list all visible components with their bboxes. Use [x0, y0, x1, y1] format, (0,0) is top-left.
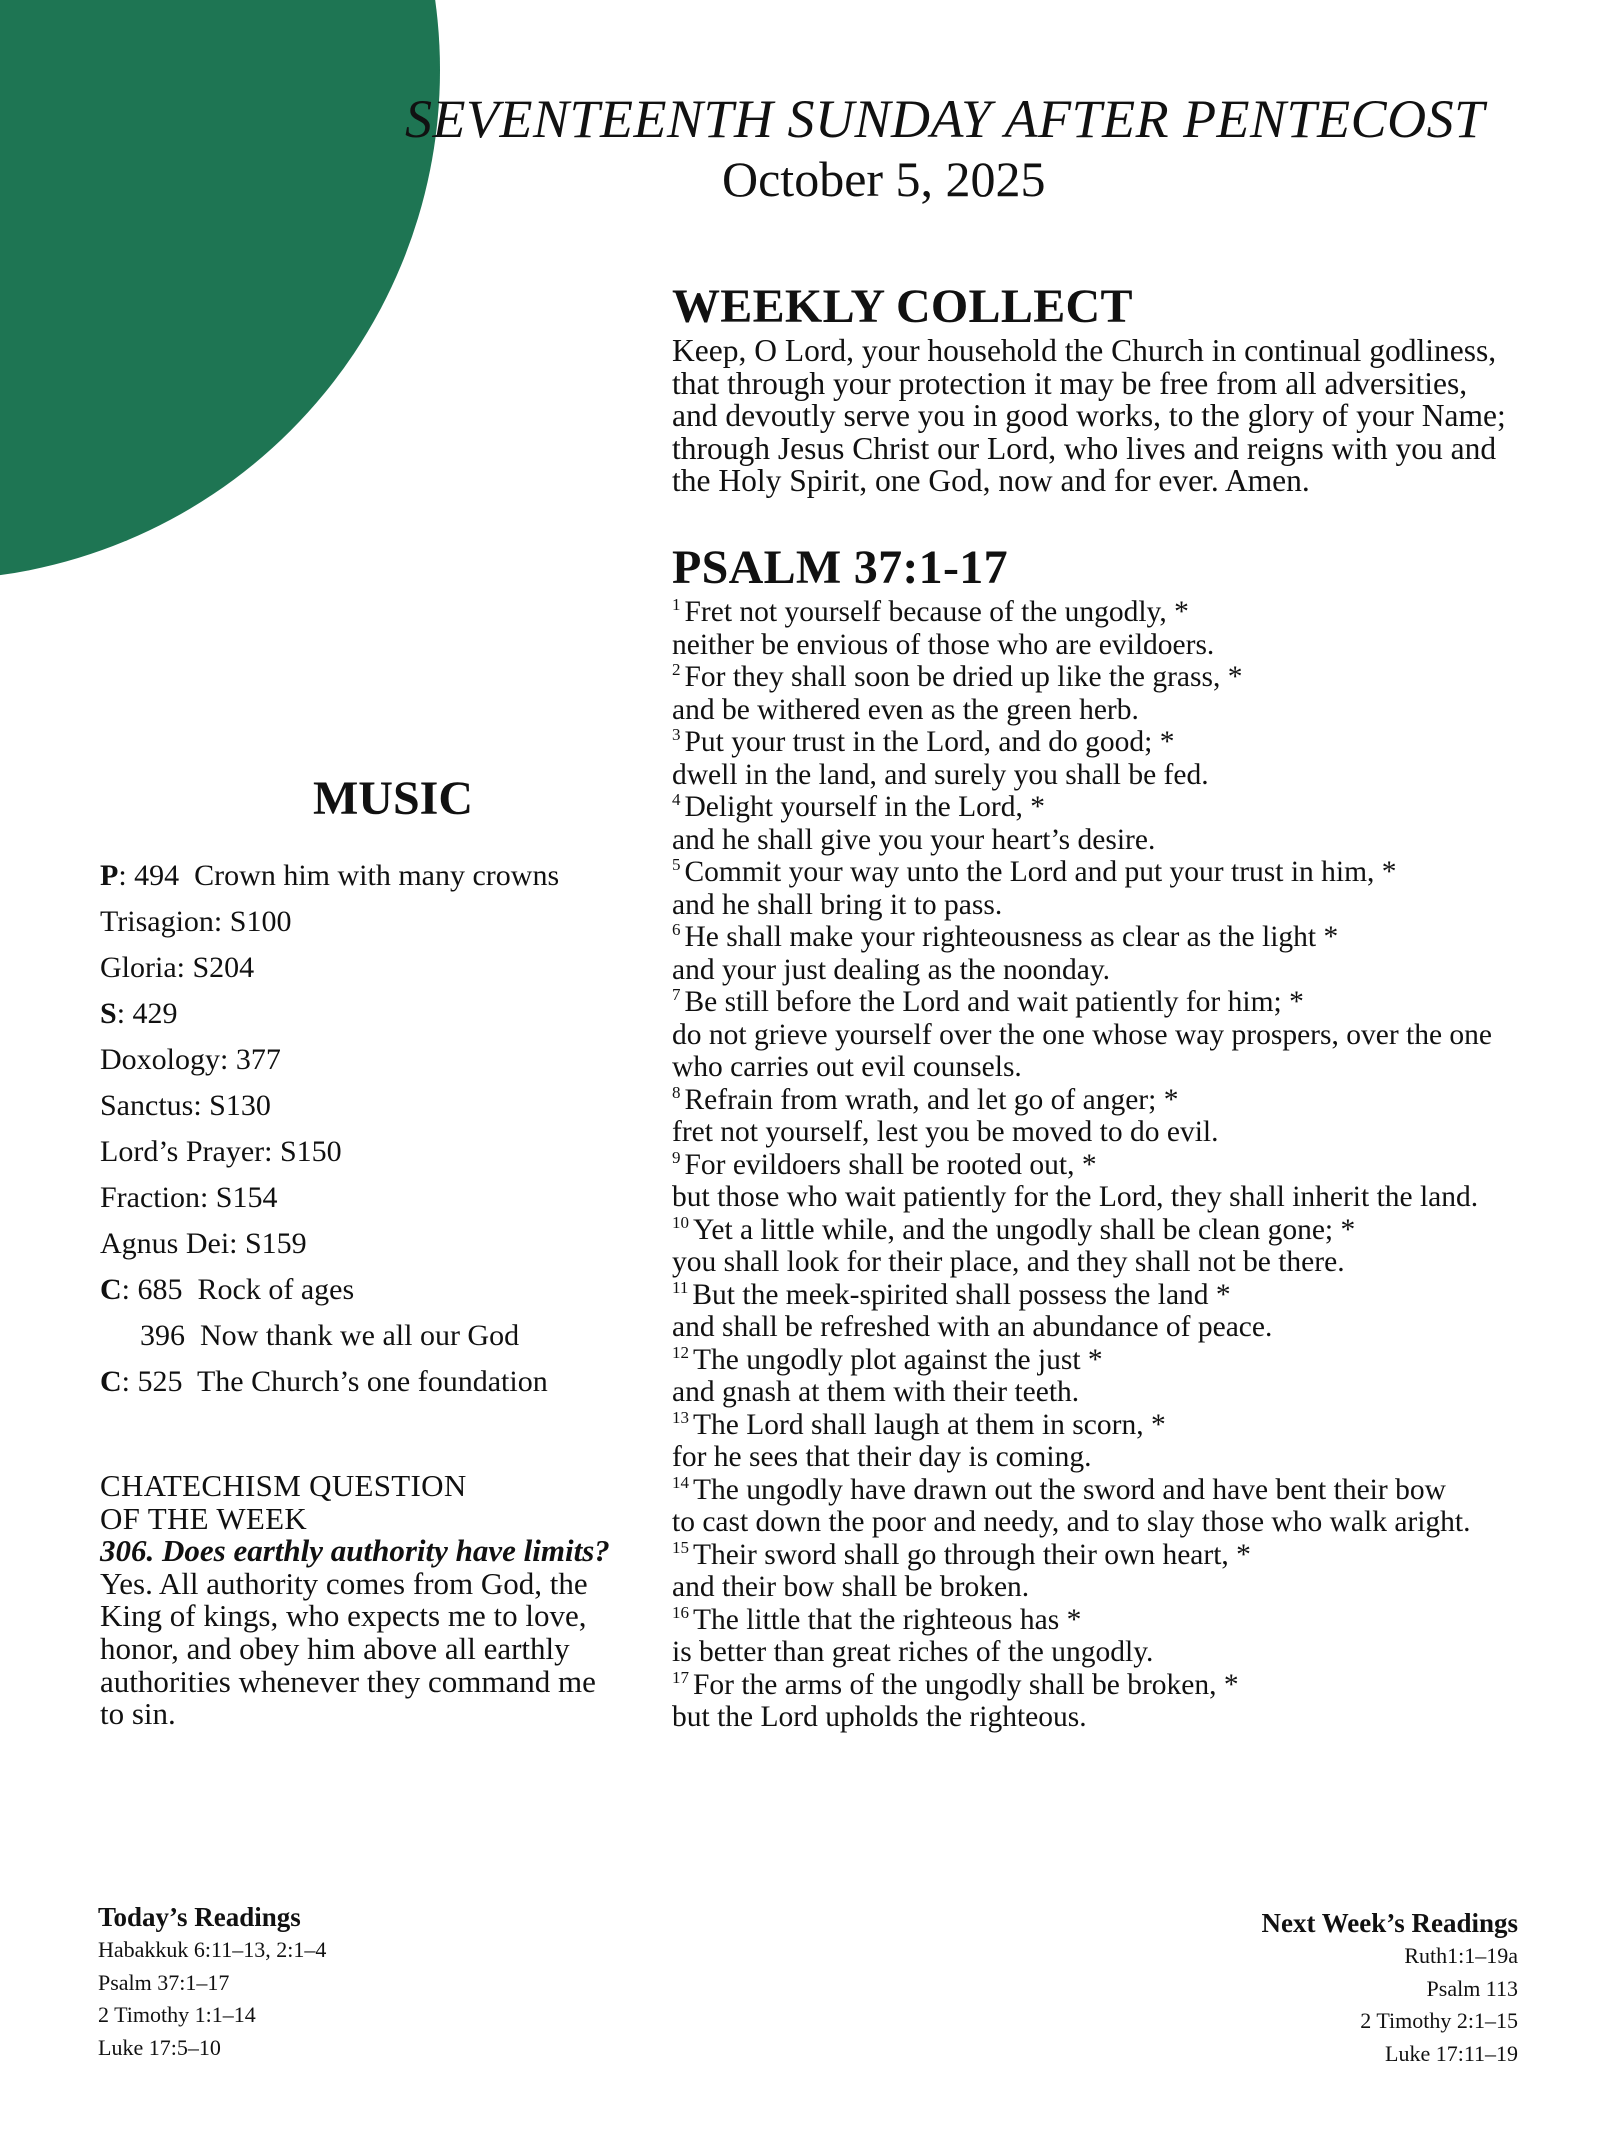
music-item	[100, 945, 620, 991]
psalm-section	[672, 541, 1532, 1734]
music-item-text: 396 Now thank we all our God	[140, 1319, 520, 1352]
psalm-verse-response: and be withered even as the green herb.	[672, 693, 1139, 726]
psalm-verse-response: and he shall give you your heart’s desire.	[672, 823, 1156, 856]
verse-number: 12	[672, 1342, 689, 1362]
music-item	[100, 1359, 620, 1405]
verse-text: Commit your way unto the Lord and put your trust in him, *	[684, 856, 1397, 888]
collect-body	[672, 335, 1532, 498]
music-item	[100, 1175, 620, 1221]
music-item	[100, 1313, 620, 1359]
psalm-verse-line	[672, 1344, 1532, 1377]
music-heading: MUSIC	[312, 772, 473, 825]
psalm-verse-line	[672, 661, 1532, 694]
music-item-text: : 494 Crown him with many crowns	[118, 859, 560, 892]
psalm-verse-line	[672, 986, 1532, 1019]
reading-item: Psalm 113	[1426, 1975, 1518, 2001]
reading-item: Psalm 37:1–17	[98, 1969, 230, 1995]
verse-text: Put your trust in the Lord, and do good; *	[684, 726, 1175, 758]
music-item-text: Sanctus: S130	[100, 1089, 271, 1122]
psalm-verse-response: and your just dealing as the noonday.	[672, 953, 1111, 986]
verse-text: Be still before the Lord and wait patiently for him; *	[684, 986, 1304, 1018]
verse-number: 1	[672, 595, 681, 615]
psalm-verse-line	[672, 791, 1532, 824]
psalm-verse-response: do not grieve yourself over the one whose way prospers, over the one who carries out evil counsels.	[672, 1018, 1493, 1083]
psalm-verse-response: and shall be refreshed with an abundance of peace.	[672, 1311, 1273, 1343]
verse-number: 10	[672, 1212, 689, 1232]
verse-text: Refrain from wrath, and let go of anger; *	[684, 1083, 1179, 1116]
psalm-verse-response: and their bow shall be broken.	[672, 1571, 1030, 1603]
music-item-text: Trisagion: S100	[100, 905, 292, 938]
collect-line: through Jesus Christ our Lord, who lives and reigns with you and	[672, 430, 1497, 466]
todays-readings	[98, 1900, 498, 2064]
music-item-text: : 525 The Church’s one foundation	[121, 1365, 548, 1398]
music-item	[100, 853, 620, 899]
verse-number: 17	[672, 1667, 689, 1687]
page-date: October 5, 2025	[722, 151, 1046, 207]
verse-number: 15	[672, 1537, 689, 1557]
reading-item: Ruth1:1–19a	[1404, 1943, 1518, 1968]
verse-number: 9	[672, 1147, 681, 1167]
verse-number: 3	[672, 725, 681, 745]
collect-line: that through your protection it may be free from all adversities,	[672, 365, 1468, 401]
music-item-text: : 429	[116, 997, 178, 1030]
psalm-verse-response: is better than great riches of the ungodly.	[672, 1636, 1154, 1668]
psalm-verse-response: and he shall bring it to pass.	[672, 888, 1003, 921]
psalm-verse-response: and gnash at them with their teeth.	[672, 1376, 1080, 1408]
music-list	[100, 853, 620, 1405]
verse-number: 14	[672, 1472, 689, 1492]
verse-text: The ungodly plot against the just *	[693, 1343, 1103, 1376]
collect-line: the Holy Spirit, one God, now and for ever. Amen.	[672, 463, 1310, 499]
psalm-verse-line	[672, 1669, 1532, 1702]
verse-number: 6	[672, 920, 681, 940]
verse-number: 4	[672, 790, 681, 810]
psalm-verse-line	[672, 726, 1532, 759]
music-item-label: C	[100, 1365, 122, 1398]
verse-text: Yet a little while, and the ungodly shall be clean gone; *	[693, 1213, 1356, 1246]
psalm-verse-response: but the Lord upholds the righteous.	[672, 1701, 1087, 1733]
decorative-green-circle	[0, 0, 440, 580]
psalm-heading: PSALM 37:1-17	[672, 541, 1008, 594]
psalm-verse-line	[672, 1604, 1532, 1637]
music-item	[100, 1129, 620, 1175]
reading-item: 2 Timothy 1:1–14	[98, 2002, 256, 2027]
verse-number: 13	[672, 1407, 689, 1427]
catechism-question: 306. Does earthly authority have limits?	[100, 1533, 610, 1569]
music-item-text: Lord’s Prayer: S150	[100, 1135, 342, 1168]
verse-text: Delight yourself in the Lord, *	[684, 791, 1045, 823]
verse-text: But the meek-spirited shall possess the land *	[692, 1278, 1231, 1311]
psalm-verse-line	[672, 1539, 1532, 1572]
music-item-label: S	[100, 997, 117, 1030]
psalm-verse-line	[672, 596, 1532, 629]
psalm-verse-line	[672, 1149, 1532, 1182]
verse-text: He shall make your righteousness as clear as the light *	[684, 921, 1339, 953]
music-item-text: Gloria: S204	[100, 951, 255, 984]
psalm-verse-line	[672, 856, 1532, 889]
music-item	[100, 899, 620, 945]
reading-item: Luke 17:5–10	[98, 2034, 221, 2060]
verse-text: For they shall soon be dried up like the grass, *	[684, 661, 1243, 693]
psalm-verse-line	[672, 1409, 1532, 1442]
music-item-label: C	[100, 1273, 122, 1306]
music-item	[100, 1267, 620, 1313]
catechism-heading: CHATECHISM QUESTION	[100, 1468, 467, 1503]
psalm-verse-line	[672, 1474, 1532, 1507]
verse-number: 11	[672, 1277, 689, 1297]
collect-heading: WEEKLY COLLECT	[672, 280, 1133, 333]
verse-text: Fret not yourself because of the ungodly, *	[684, 596, 1189, 628]
music-item	[100, 991, 620, 1037]
music-item-text: Fraction: S154	[100, 1181, 278, 1214]
psalm-verses	[672, 596, 1532, 1734]
psalm-verse-response: for he sees that their day is coming.	[672, 1441, 1092, 1473]
verse-number: 16	[672, 1602, 689, 1622]
music-item-text: Agnus Dei: S159	[100, 1227, 307, 1260]
verse-number: 2	[672, 660, 681, 680]
next-weeks-readings	[1118, 1906, 1518, 2070]
reading-item: 2 Timothy 2:1–15	[1360, 2008, 1518, 2033]
psalm-verse-line	[672, 1214, 1532, 1247]
verse-number: 7	[672, 985, 681, 1005]
todays-readings-heading: Today’s Readings	[98, 1902, 301, 1932]
collect-line: and devoutly serve you in good works, to the glory of your Name;	[672, 398, 1506, 434]
music-section	[100, 772, 620, 1405]
verse-text: The Lord shall laugh at them in scorn, *	[693, 1408, 1166, 1441]
catechism-section	[100, 1470, 620, 1731]
verse-text: The ungodly have drawn out the sword and have bent their bow	[693, 1473, 1446, 1506]
psalm-verse-line	[672, 1279, 1532, 1312]
music-item-text: : 685 Rock of ages	[121, 1273, 355, 1306]
psalm-verse-response: dwell in the land, and surely you shall be fed.	[672, 758, 1209, 791]
psalm-verse-line	[672, 1084, 1532, 1117]
psalm-verse-response: fret not yourself, lest you be moved to do evil.	[672, 1116, 1219, 1148]
verse-text: Their sword shall go through their own heart, *	[693, 1538, 1251, 1571]
psalm-verse-response: you shall look for their place, and they shall not be there.	[672, 1246, 1345, 1278]
verse-text: The little that the righteous has *	[693, 1603, 1082, 1636]
psalm-verse-line	[672, 921, 1532, 954]
next-readings-heading: Next Week’s Readings	[1261, 1908, 1518, 1938]
reading-item: Habakkuk 6:11–13, 2:1–4	[98, 1937, 327, 1962]
music-item	[100, 1037, 620, 1083]
psalm-verse-response: to cast down the poor and needy, and to slay those who walk aright.	[672, 1506, 1471, 1538]
verse-number: 8	[672, 1082, 681, 1102]
music-item-text: Doxology: 377	[100, 1043, 281, 1076]
reading-item: Luke 17:11–19	[1385, 2040, 1518, 2066]
catechism-answer: Yes. All authority comes from God, the King of kings, who expects me to love, honor, and obey him above all earthly authorities whenever they command me to sin.	[100, 1565, 596, 1732]
music-item-label: P	[100, 859, 119, 892]
verse-text: For the arms of the ungodly shall be broken, *	[693, 1668, 1239, 1701]
page-title: SEVENTEENTH SUNDAY AFTER PENTECOST	[405, 89, 1485, 149]
verse-text: For evildoers shall be rooted out, *	[684, 1148, 1097, 1181]
psalm-verse-response: but those who wait patiently for the Lord, they shall inherit the land.	[672, 1181, 1479, 1213]
collect-line: Keep, O Lord, your household the Church in continual godliness,	[672, 333, 1497, 368]
verse-number: 5	[672, 855, 681, 875]
music-item	[100, 1083, 620, 1129]
music-item	[100, 1221, 620, 1267]
weekly-collect-section	[672, 280, 1532, 499]
psalm-verse-response: neither be envious of those who are evildoers.	[672, 628, 1215, 661]
catechism-heading: OF THE WEEK	[100, 1500, 308, 1536]
